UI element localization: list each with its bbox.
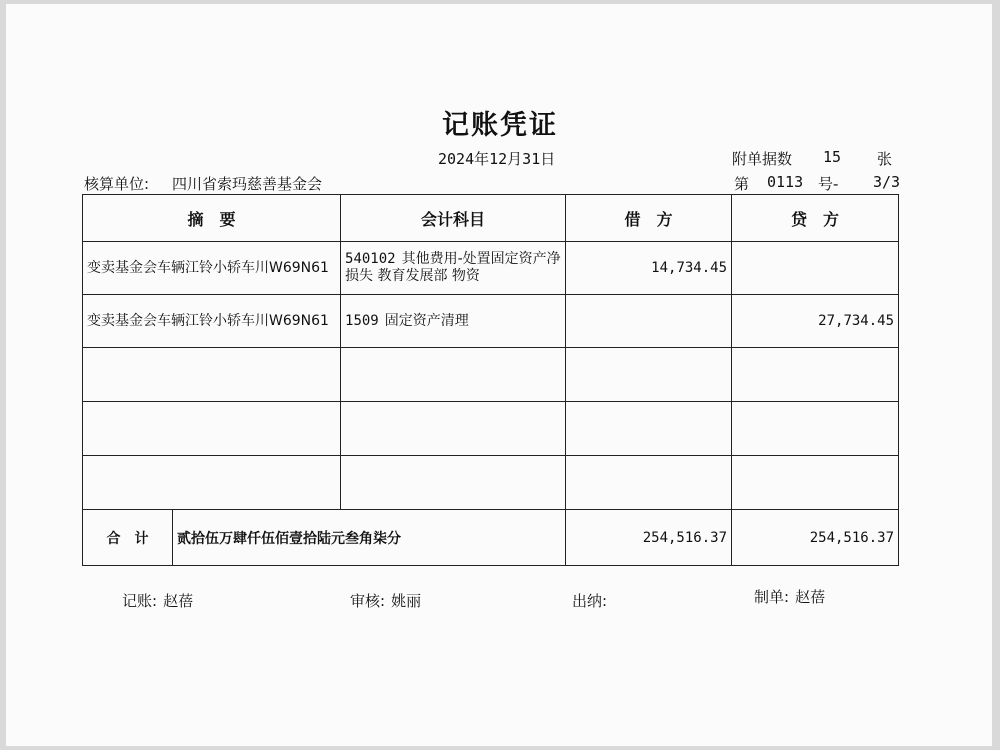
- empty-row: [83, 456, 899, 510]
- row-summary: 变卖基金会车辆江铃小轿车川W69N61: [83, 242, 341, 295]
- attachments-unit: 张: [877, 150, 893, 168]
- total-credit: 254,516.37: [732, 510, 899, 566]
- empty-row: [83, 402, 899, 456]
- total-label: 合 计: [83, 510, 173, 566]
- preparer-label: 制单:: [754, 588, 790, 606]
- header-account: 会计科目: [341, 195, 566, 242]
- header-debit: 借 方: [566, 195, 732, 242]
- row-summary: 变卖基金会车辆江铃小轿车川W69N61: [83, 295, 341, 348]
- row-debit: [566, 295, 732, 348]
- header-row: [83, 195, 899, 242]
- bookkeeper-name: 赵蓓: [163, 592, 194, 610]
- footer-cashier: [572, 590, 613, 611]
- account-name: 固定资产清理: [384, 312, 469, 329]
- reviewer-label: 审核:: [350, 592, 386, 610]
- row-account: [341, 295, 566, 348]
- header-credit: 贷 方: [732, 195, 899, 242]
- cashier-label: 出纳:: [572, 592, 608, 610]
- account-code: 540102: [345, 251, 396, 267]
- voucher-page: 3/3: [873, 173, 901, 191]
- table-row: [83, 295, 899, 348]
- preparer-name: 赵蓓: [795, 588, 826, 606]
- total-row: [83, 510, 899, 566]
- bookkeeper-label: 记账:: [122, 592, 158, 610]
- total-debit: 254,516.37: [566, 510, 732, 566]
- attachments-count: 15: [823, 148, 842, 166]
- row-account: [341, 242, 566, 295]
- voucher-no-value: 0113: [767, 173, 804, 191]
- row-debit: 14,734.45: [566, 242, 732, 295]
- footer-reviewer: [350, 590, 421, 611]
- table-row: [83, 242, 899, 295]
- voucher-no-prefix: 第: [734, 175, 750, 193]
- unit-value: 四川省索玛慈善基金会: [172, 175, 323, 193]
- voucher-date: 2024年12月31日: [438, 150, 556, 168]
- footer-bookkeeper: [122, 590, 193, 611]
- reviewer-name: 姚丽: [391, 592, 422, 610]
- row-credit: [732, 242, 899, 295]
- footer-preparer: [754, 586, 825, 607]
- header-summary: 摘 要: [83, 195, 341, 242]
- total-amount-in-words: 贰拾伍万肆仟伍佰壹拾陆元叁角柒分: [173, 510, 566, 566]
- account-code: 1509: [345, 312, 379, 329]
- empty-row: [83, 348, 899, 402]
- account-name: 其他费用-处置固定资产净损失 教育发展部 物资: [345, 251, 561, 284]
- voucher-table: [82, 194, 899, 566]
- voucher-title: 记账凭证: [442, 110, 558, 141]
- unit-label: 核算单位:: [84, 175, 150, 193]
- voucher-no-suffix: 号-: [818, 175, 839, 193]
- row-credit: 27,734.45: [732, 295, 899, 348]
- attachments-label: 附单据数: [732, 150, 793, 168]
